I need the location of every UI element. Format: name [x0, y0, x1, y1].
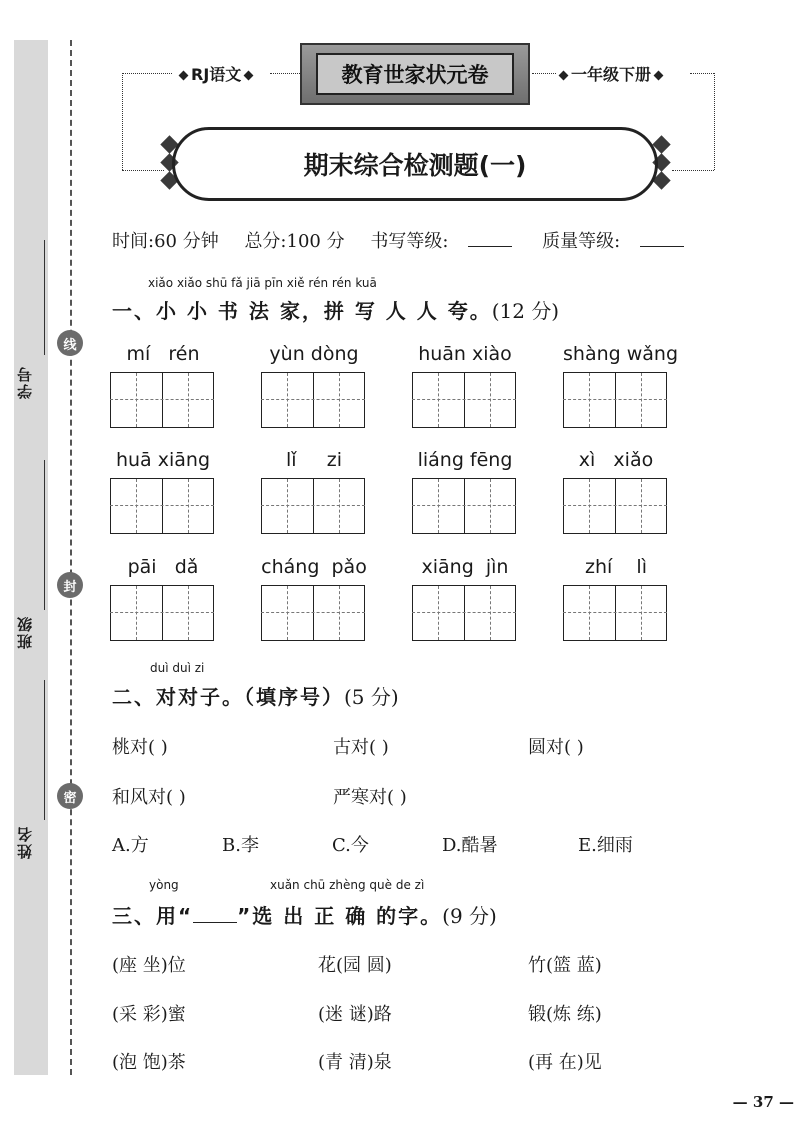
grid-line: [213, 586, 214, 640]
grid-line: [563, 586, 564, 640]
pair-question[interactable]: 桃对( ): [112, 737, 168, 758]
grid-line: [615, 373, 616, 427]
writing-grid[interactable]: [563, 478, 667, 534]
writing-grid-item: [261, 449, 367, 533]
grid-guide: [261, 505, 365, 506]
grid-guide: [641, 586, 642, 640]
grid-line: [412, 479, 413, 533]
choice-item[interactable]: (青 清)泉: [318, 1052, 392, 1073]
writing-grid[interactable]: [110, 478, 214, 534]
writing-grid-item: [110, 449, 216, 533]
grid-guide: [339, 586, 340, 640]
choice-item[interactable]: (再 在)见: [528, 1052, 602, 1073]
section3-heading: 三、用“ ”选 出 正 确 的字。(9 分): [112, 904, 497, 928]
writing-grid-item: [110, 556, 216, 640]
grid-guide: [287, 586, 288, 640]
choice-item[interactable]: 竹(篮 蓝): [528, 955, 602, 976]
seal-circle-feng: 封: [57, 572, 83, 598]
writing-grid-item: [412, 343, 518, 427]
writing-grid-item: [563, 556, 669, 640]
banner-scroll: [300, 43, 530, 105]
exam-title-frame: [172, 127, 658, 201]
dotted-rule: [122, 73, 172, 74]
student-number-label: 学号: [16, 365, 34, 399]
grid-line: [515, 479, 516, 533]
grid-line: [313, 373, 314, 427]
grid-line: [364, 479, 365, 533]
grid-line: [162, 373, 163, 427]
dotted-rule: [270, 73, 300, 74]
time-limit: 时间:60 分钟: [112, 231, 219, 252]
choice-item[interactable]: 锻(炼 练): [528, 1004, 602, 1025]
grid-line: [313, 479, 314, 533]
subject-tag: RJ语文: [176, 62, 256, 85]
writing-grid-item: [261, 556, 367, 640]
name-line: [44, 680, 45, 820]
cut-line: [70, 40, 72, 1075]
pinyin-word: zhí lì: [584, 556, 647, 578]
dotted-rule: [122, 73, 123, 170]
option-b: B.李: [222, 835, 259, 856]
grid-line: [213, 479, 214, 533]
grid-line: [412, 586, 413, 640]
choice-item[interactable]: 花(园 圆): [318, 955, 392, 976]
pair-question[interactable]: 古对( ): [333, 737, 389, 758]
pinyin-word: liáng fēng: [417, 449, 513, 471]
pinyin-word: cháng pǎo: [261, 556, 367, 578]
grade-tag: 一年级下册: [556, 62, 666, 85]
grid-line: [110, 586, 111, 640]
grid-line: [162, 586, 163, 640]
choice-item[interactable]: (座 坐)位: [112, 955, 186, 976]
diamond-icon: [244, 71, 254, 81]
grid-line: [110, 373, 111, 427]
exam-title: 期末综合检测题(一): [303, 151, 527, 180]
grid-guide: [110, 505, 214, 506]
option-a: A.方: [112, 835, 149, 856]
section1-points: (12 分): [491, 299, 560, 323]
class-label: 班级: [16, 615, 34, 649]
diamond-icon: [179, 71, 189, 81]
pinyin-word: huā xiāng: [115, 449, 211, 471]
grid-guide: [438, 373, 439, 427]
student-number-line: [44, 240, 45, 355]
section2-points: (5 分): [344, 685, 399, 709]
pinyin-word: mí rén: [126, 343, 200, 365]
pair-question[interactable]: 和风对( ): [112, 787, 186, 808]
grid-guide: [490, 479, 491, 533]
grid-line: [666, 586, 667, 640]
writing-grid[interactable]: [261, 585, 365, 641]
writing-grid[interactable]: [563, 372, 667, 428]
grid-line: [464, 586, 465, 640]
writing-grid-item: [412, 556, 518, 640]
grid-line: [261, 586, 262, 640]
grid-guide: [136, 479, 137, 533]
grid-guide: [589, 373, 590, 427]
pinyin-word: huān xiào: [418, 343, 512, 365]
pinyin-word: pāi dǎ: [127, 556, 199, 578]
option-d: D.酷暑: [442, 835, 498, 856]
grid-line: [464, 479, 465, 533]
grid-guide: [589, 586, 590, 640]
choice-item[interactable]: (采 彩)蜜: [112, 1004, 186, 1025]
writing-grid[interactable]: [110, 585, 214, 641]
underline-mark: [193, 906, 237, 923]
dotted-rule: [690, 73, 714, 74]
quality-grade-label: 质量等级:: [542, 231, 621, 252]
grid-guide: [287, 373, 288, 427]
writing-grid[interactable]: [412, 585, 516, 641]
grid-guide: [490, 373, 491, 427]
grid-guide: [261, 399, 365, 400]
banner-title: 教育世家状元卷: [316, 53, 514, 95]
option-c: C.今: [332, 835, 369, 856]
grid-guide: [641, 373, 642, 427]
grid-line: [615, 586, 616, 640]
grid-guide: [412, 612, 516, 613]
section1-pinyin: xiǎo xiǎo shū fǎ jiā pīn xiě rén rén kuā: [148, 276, 377, 290]
page-number: — 37 —: [732, 1093, 794, 1111]
grid-line: [563, 373, 564, 427]
choice-item[interactable]: (泡 饱)茶: [112, 1052, 186, 1073]
grid-line: [515, 373, 516, 427]
grid-guide: [563, 612, 667, 613]
grid-line: [364, 373, 365, 427]
section3-points: (9 分): [442, 904, 497, 928]
section2-heading: 二、对对子。（填序号）(5 分): [112, 685, 399, 709]
grid-line: [412, 373, 413, 427]
grid-guide: [136, 586, 137, 640]
grid-line: [364, 586, 365, 640]
grid-line: [666, 373, 667, 427]
grid-guide: [287, 479, 288, 533]
name-label: 姓名: [16, 825, 34, 859]
grid-guide: [563, 399, 667, 400]
pair-question[interactable]: 圆对( ): [528, 737, 584, 758]
grid-guide: [110, 612, 214, 613]
diamond-icon: [559, 71, 569, 81]
writing-grade-blank[interactable]: [468, 228, 512, 247]
pinyin-word: shàng wǎng: [563, 343, 679, 365]
writing-grid-item: [261, 343, 367, 427]
exam-info: [112, 227, 684, 253]
grid-guide: [438, 479, 439, 533]
pinyin-word: lǐ zi: [285, 449, 342, 471]
writing-grid[interactable]: [563, 585, 667, 641]
writing-grid[interactable]: [412, 478, 516, 534]
option-e: E.细雨: [578, 835, 633, 856]
writing-grid-item: [412, 449, 518, 533]
grid-guide: [339, 479, 340, 533]
pinyin-word: yùn dòng: [269, 343, 359, 365]
grid-guide: [261, 612, 365, 613]
grid-line: [515, 586, 516, 640]
grid-guide: [188, 373, 189, 427]
writing-grid-item: [563, 343, 679, 427]
grid-guide: [188, 586, 189, 640]
grid-guide: [490, 586, 491, 640]
choice-item[interactable]: (迷 谜)路: [318, 1004, 392, 1025]
seal-circle-mi: 密: [57, 783, 83, 809]
writing-grade-label: 书写等级:: [370, 231, 449, 252]
section2-pinyin: duì duì zi: [150, 661, 205, 675]
section1-heading: 一、小 小 书 法 家，拼 写 人 人 夸。(12 分): [112, 299, 560, 323]
grid-line: [213, 373, 214, 427]
dotted-rule: [714, 73, 715, 170]
pinyin-word: xì xiǎo: [578, 449, 654, 471]
writing-grid-item: [563, 449, 669, 533]
writing-grid[interactable]: [261, 372, 365, 428]
writing-grid[interactable]: [261, 478, 365, 534]
grid-line: [313, 586, 314, 640]
section3-pinyin: xuǎn chū zhèng què de zì: [270, 878, 425, 892]
section3-pinyin-yong: yòng: [149, 878, 179, 892]
grid-guide: [188, 479, 189, 533]
binding-strip: [14, 40, 48, 1075]
dotted-rule: [122, 170, 164, 171]
writing-grid-item: [110, 343, 216, 427]
grid-line: [261, 373, 262, 427]
diamond-icon: [654, 71, 664, 81]
grid-line: [666, 479, 667, 533]
grid-line: [162, 479, 163, 533]
grid-guide: [563, 505, 667, 506]
pair-question[interactable]: 严寒对( ): [333, 787, 407, 808]
grid-line: [261, 479, 262, 533]
seal-circle-xian: 线: [57, 330, 83, 356]
grid-guide: [412, 399, 516, 400]
grid-guide: [110, 399, 214, 400]
grid-guide: [339, 373, 340, 427]
grid-guide: [136, 373, 137, 427]
class-line: [44, 460, 45, 610]
writing-grid[interactable]: [110, 372, 214, 428]
grid-guide: [412, 505, 516, 506]
grid-line: [110, 479, 111, 533]
grid-guide: [641, 479, 642, 533]
grid-line: [464, 373, 465, 427]
quality-grade-blank[interactable]: [640, 228, 684, 247]
grid-line: [563, 479, 564, 533]
grid-guide: [589, 479, 590, 533]
writing-grid[interactable]: [412, 372, 516, 428]
pinyin-word: xiāng jìn: [421, 556, 509, 578]
dotted-rule: [672, 170, 714, 171]
grid-line: [615, 479, 616, 533]
total-score: 总分:100 分: [244, 231, 345, 252]
grid-guide: [438, 586, 439, 640]
dotted-rule: [532, 73, 556, 74]
